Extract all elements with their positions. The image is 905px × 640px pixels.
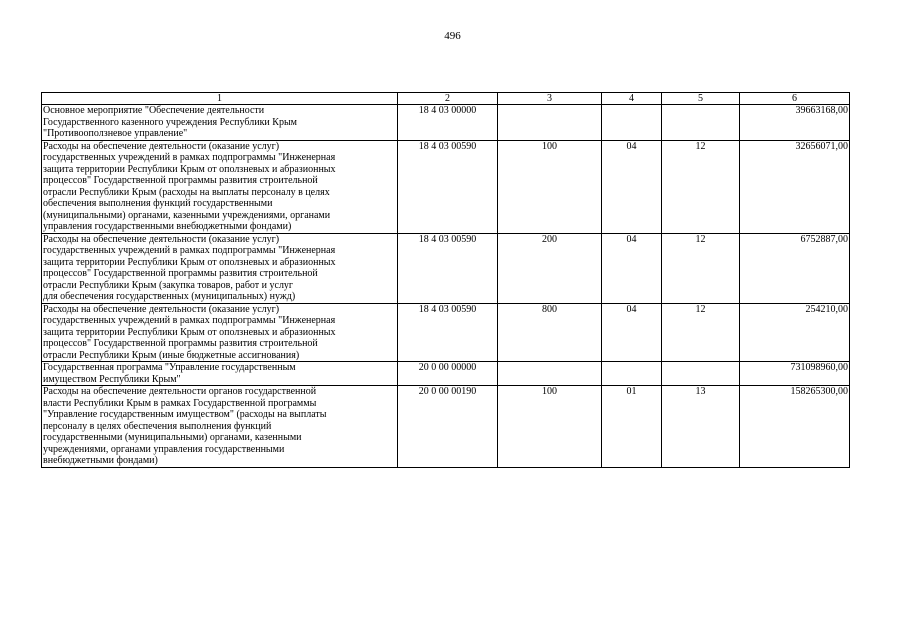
- table-header-row: [42, 93, 850, 105]
- row-expense-type: 200: [498, 233, 602, 303]
- row-description: Основное мероприятие "Обеспечение деятельности Государственного казенного учреждения Республики Крым "Противооползневое управление": [42, 105, 398, 141]
- row-description: Расходы на обеспечение деятельности (оказание услуг) государственных учреждений в рамках подпрограммы "Инженерная защита территории Республики Крым от оползневых и абразионных процессов" Государственной программы развития строительной отрасли Республики Крым (расходы на выплаты персоналу в целях обеспечения выполнения функций государственными (муниципальными) органами, казенными учреждениями, органами управления государственными внебюджетными фондами): [42, 140, 398, 233]
- table-row: [42, 386, 850, 468]
- column-header-amount: 6: [740, 93, 850, 105]
- column-header-description: 1: [42, 93, 398, 105]
- row-amount: 731098960,00: [740, 362, 850, 386]
- row-subsection: 13: [662, 386, 740, 468]
- table-row: [42, 233, 850, 303]
- row-section: 04: [602, 233, 662, 303]
- row-description: Расходы на обеспечение деятельности органов государственной власти Республики Крым в рамках Государственной программы "Управление государственным имуществом" (расходы на выплаты персоналу в целях обеспечения выполнения функций государственными (муниципальными) органами, казенными учреждениями, органами управления государственными внебюджетными фондами): [42, 386, 398, 468]
- budget-table: [41, 92, 850, 468]
- row-description: Расходы на обеспечение деятельности (оказание услуг) государственных учреждений в рамках подпрограммы "Инженерная защита территории Республики Крым от оползневых и абразионных процессов" Государственной программы развития строительной отрасли Республики Крым (закупка товаров, работ и услуг для обеспечения государственных (муниципальных) нужд): [42, 233, 398, 303]
- row-target-article: 18 4 03 00590: [398, 233, 498, 303]
- row-amount: 39663168,00: [740, 105, 850, 141]
- row-subsection: 12: [662, 233, 740, 303]
- table-row: [42, 105, 850, 141]
- row-subsection: [662, 362, 740, 386]
- row-expense-type: [498, 105, 602, 141]
- row-amount: 158265300,00: [740, 386, 850, 468]
- row-target-article: 20 0 00 00000: [398, 362, 498, 386]
- row-target-article: 18 4 03 00000: [398, 105, 498, 141]
- column-header-expense-type: 3: [498, 93, 602, 105]
- row-amount: 254210,00: [740, 303, 850, 362]
- row-target-article: 18 4 03 00590: [398, 140, 498, 233]
- row-description: Государственная программа "Управление государственным имуществом Республики Крым": [42, 362, 398, 386]
- row-target-article: 20 0 00 00190: [398, 386, 498, 468]
- row-section: [602, 362, 662, 386]
- row-subsection: [662, 105, 740, 141]
- row-target-article: 18 4 03 00590: [398, 303, 498, 362]
- table-row: [42, 140, 850, 233]
- row-expense-type: 100: [498, 386, 602, 468]
- row-section: 04: [602, 303, 662, 362]
- row-section: [602, 105, 662, 141]
- row-subsection: 12: [662, 303, 740, 362]
- row-expense-type: [498, 362, 602, 386]
- table-row: [42, 303, 850, 362]
- table-row: [42, 362, 850, 386]
- row-description: Расходы на обеспечение деятельности (оказание услуг) государственных учреждений в рамках подпрограммы "Инженерная защита территории Республики Крым от оползневых и абразионных процессов" Государственной программы развития строительной отрасли Республики Крым (иные бюджетные ассигнования): [42, 303, 398, 362]
- row-expense-type: 800: [498, 303, 602, 362]
- column-header-section: 4: [602, 93, 662, 105]
- row-expense-type: 100: [498, 140, 602, 233]
- row-section: 04: [602, 140, 662, 233]
- row-amount: 6752887,00: [740, 233, 850, 303]
- row-subsection: 12: [662, 140, 740, 233]
- column-header-target-article: 2: [398, 93, 498, 105]
- row-amount: 32656071,00: [740, 140, 850, 233]
- page-number: 496: [444, 30, 461, 42]
- row-section: 01: [602, 386, 662, 468]
- column-header-subsection: 5: [662, 93, 740, 105]
